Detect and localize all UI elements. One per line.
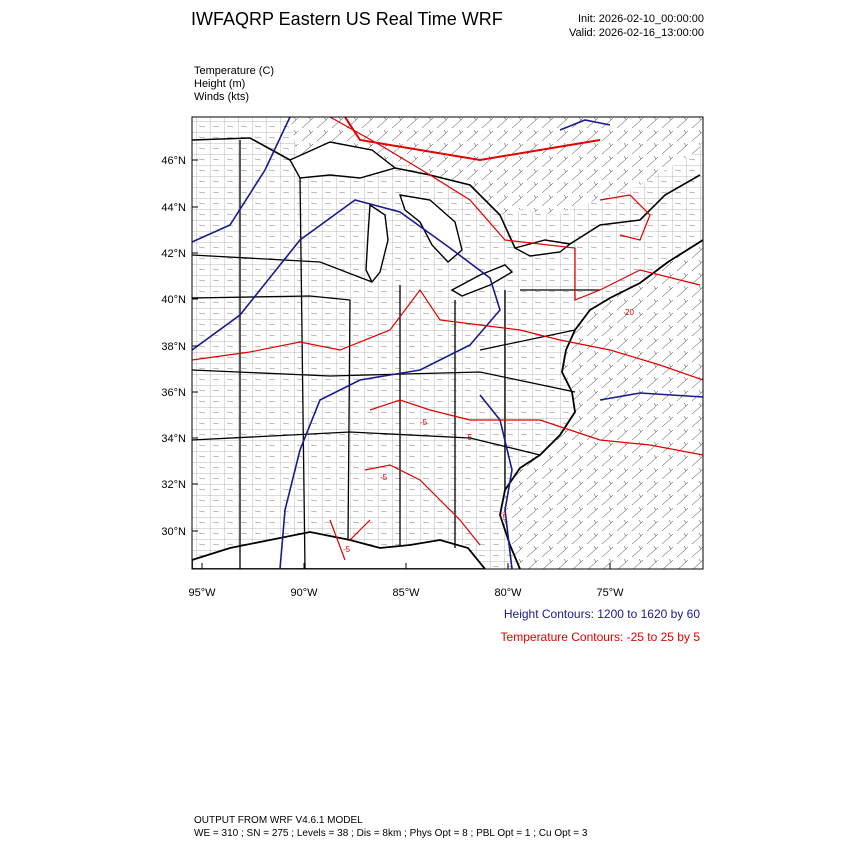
temperature-contour-label: 20: [625, 308, 634, 317]
temperature-contour-label: -5: [343, 545, 351, 554]
temperature-contour-label: -5: [380, 473, 388, 482]
lat-tick-label: 36°N: [161, 387, 186, 399]
init-time: Init: 2026-02-10_00:00:00: [578, 13, 704, 25]
lon-tick-label: 90°W: [290, 587, 318, 599]
temperature-contour-label: -5: [500, 513, 508, 522]
lon-tick-label: 75°W: [596, 587, 624, 599]
height-contour-legend: Height Contours: 1200 to 1620 by 60: [503, 607, 700, 621]
lat-tick-label: 40°N: [161, 294, 186, 306]
lat-tick-label: 30°N: [161, 526, 186, 538]
map-title: IWFAQRP Eastern US Real Time WRF: [191, 9, 503, 29]
model-footer: OUTPUT FROM WRF V4.6.1 MODEL: [194, 815, 363, 826]
field-winds: Winds (kts): [194, 91, 249, 103]
lat-tick-label: 32°N: [161, 479, 186, 491]
model-config-footer: WE = 310 ; SN = 275 ; Levels = 38 ; Dis = 8km ; Phys Opt = 8 ; PBL Opt = 1 ; Cu Opt = 3: [194, 828, 588, 839]
field-height: Height (m): [194, 78, 246, 90]
field-temperature: Temperature (C): [194, 65, 275, 77]
valid-time: Valid: 2026-02-16_13:00:00: [569, 27, 704, 39]
temperature-contour-label: -5: [465, 433, 473, 442]
temperature-contour-legend: Temperature Contours: -25 to 25 by 5: [500, 630, 700, 644]
lon-tick-label: 95°W: [188, 587, 216, 599]
lat-tick-label: 44°N: [161, 202, 186, 214]
lon-tick-label: 80°W: [494, 587, 522, 599]
lat-tick-label: 42°N: [161, 248, 186, 260]
lat-tick-label: 46°N: [161, 155, 186, 167]
lat-tick-label: 34°N: [161, 433, 186, 445]
lon-tick-label: 85°W: [392, 587, 420, 599]
lat-tick-label: 38°N: [161, 341, 186, 353]
temperature-contour-label: -5: [420, 418, 428, 427]
